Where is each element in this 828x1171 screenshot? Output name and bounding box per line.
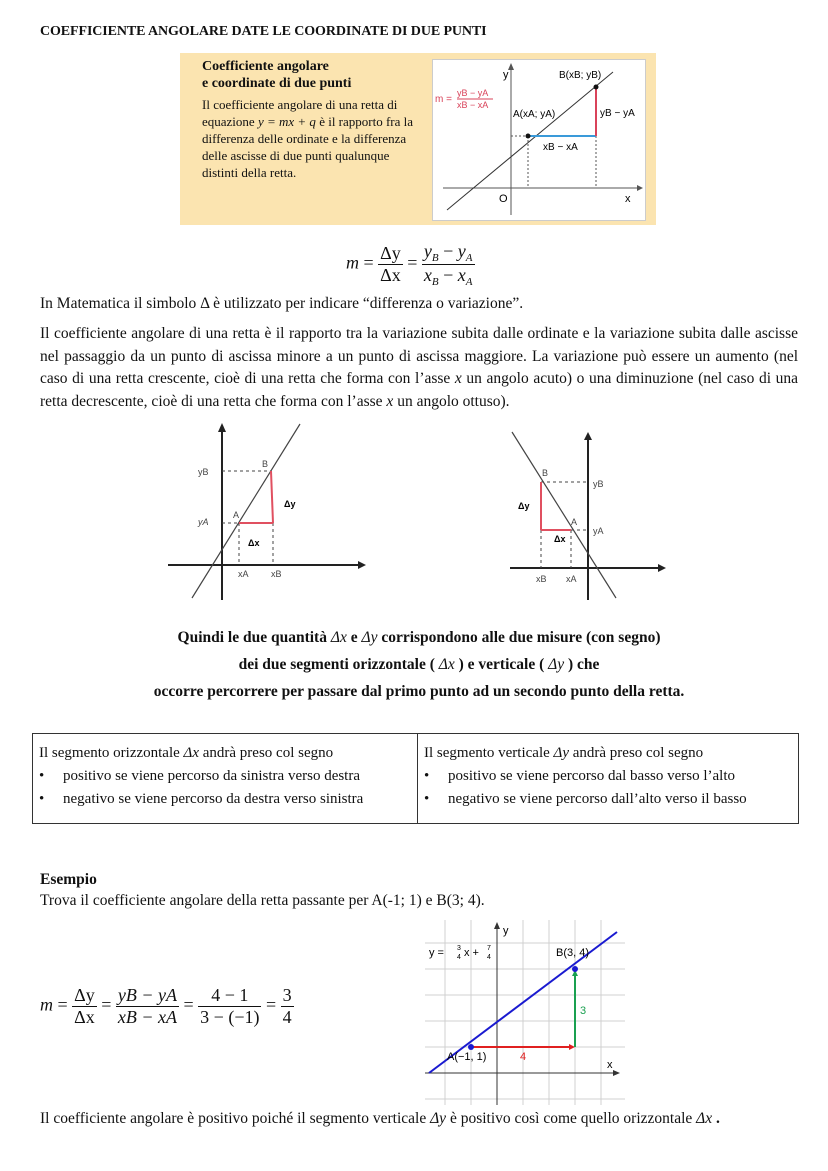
x-axis-arrow-icon xyxy=(613,1070,620,1076)
slope-explanation: Il coefficiente angolare di una retta è il rapporto tra la variazione subita dalle ordinate e la variazione subita dalle ascisse nel passaggio da un punto di ascissa minore a un punto di ascissa maggiore. La variazione può essere un aumento (nel caso di una retta crescente, cioè di una retta che forma con l’asse x un angolo acuto) o una diminuzione (nel caso di una retta decrescente, cioè di una retta che forma con l’asse x un angolo ottuso). xyxy=(40,325,798,410)
page-title: COEFFICIENTE ANGOLARE DATE LE COORDINATE DI DUE PUNTI xyxy=(40,24,487,39)
definition-body-b: è il rapporto fra la differenza delle ordinate e la differenza delle ascisse di due punti qualunque distinti della retta. xyxy=(202,114,414,180)
list-item: • positivo se viene percorso da sinistra verso destra xyxy=(39,768,361,784)
yb-label: yB xyxy=(198,467,209,477)
x-axis-arrow-icon xyxy=(637,185,643,191)
horizontal-rule-cell xyxy=(33,734,418,824)
delta-fraction xyxy=(378,243,403,286)
y-axis-arrow-icon xyxy=(584,432,592,440)
example-conclusion: Il coefficiente angolare è positivo poiché il segmento verticale Δy è positivo così come quello orizzontale Δx . xyxy=(40,1110,720,1127)
horizontal-rule-intro: Il segmento orizzontale Δx andrà preso col segno xyxy=(39,745,334,761)
coordinate-numerator: $y_B - y_A$ xyxy=(423,241,473,264)
delta-y: Δy xyxy=(380,243,401,263)
symbolic-fraction: $\frac{yB - yA}{xB - xA}$ xyxy=(117,985,178,1027)
x-axis-label: x xyxy=(607,1059,613,1071)
y-axis-label: y xyxy=(503,925,509,937)
dx-label: 4 xyxy=(520,1051,527,1063)
point-a-label: A xyxy=(233,510,240,520)
svg-text:7: 7 xyxy=(487,945,491,952)
coordinate-fraction xyxy=(422,241,475,288)
example-heading: Esempio xyxy=(40,871,97,888)
summary-line-3: occorre percorrere per passare dal primo punto ad un secondo punto della retta. xyxy=(153,683,685,700)
y-axis-arrow-icon xyxy=(508,63,514,70)
svg-text:4: 4 xyxy=(457,954,461,961)
coordinate-denominator: $x_B - x_A$ xyxy=(423,265,473,288)
delta-definition: In Matematica il simbolo Δ è utilizzato per indicare “differenza o variazione”. xyxy=(40,295,524,312)
yb-label: yB xyxy=(593,479,604,489)
point-a xyxy=(468,1044,474,1050)
svg-text:y =: y = xyxy=(429,947,444,959)
definition-heading-line2: e coordinate di due punti xyxy=(202,76,352,91)
point-a-label: A xyxy=(571,517,578,527)
xb-label: xB xyxy=(536,574,547,584)
slope-formula-m: m = xyxy=(435,94,452,105)
list-item: • negativo se viene percorso dall’alto verso il basso xyxy=(424,791,747,807)
summary-line-2: dei due segmenti orizzontale ( Δx ) e verticale ( Δy ) che xyxy=(238,656,600,673)
x-axis-arrow-icon xyxy=(358,561,366,569)
list-item: • negativo se viene percorso da destra verso sinistra xyxy=(39,791,364,807)
definition-graph xyxy=(432,59,646,221)
delta-y-label: Δy xyxy=(284,499,296,509)
definition-body-a: Il coefficiente angolare di una retta di equazione xyxy=(202,97,398,129)
line-equation: y = mx + q xyxy=(257,114,316,129)
vertical-rule-cell xyxy=(418,734,799,824)
delta-x: Δx xyxy=(380,265,401,285)
point-a xyxy=(526,134,531,139)
summary-line-1: Quindi le due quantità Δx e Δy corrispondono alle due misure (con segno) xyxy=(177,629,661,646)
horizontal-label: xB − xA xyxy=(543,142,578,153)
origin-label: O xyxy=(499,193,508,205)
numeric-fraction: $\frac{4 - 1}{3 - (-1)}$ xyxy=(200,985,260,1027)
svg-text:4: 4 xyxy=(487,954,491,961)
point-b xyxy=(572,966,578,972)
result-fraction: $\frac{3}{4}$ xyxy=(282,985,292,1027)
point-b xyxy=(594,85,599,90)
y-axis-arrow-icon xyxy=(494,922,500,929)
formula-m: m xyxy=(346,252,359,273)
svg-text:x +: x + xyxy=(464,947,479,959)
list-item: • positivo se viene percorso dal basso verso l’alto xyxy=(424,768,736,784)
delta-fraction: $\frac{\Delta y}{\Delta x}$ xyxy=(74,985,95,1027)
formula-eq: = xyxy=(363,252,374,273)
point-b-label: B xyxy=(542,468,549,478)
delta-y-segment xyxy=(271,471,273,523)
definition-graph-svg xyxy=(433,60,645,220)
y-axis-label: y xyxy=(503,69,509,81)
point-b-label: B xyxy=(262,459,269,469)
slope-formula xyxy=(346,241,475,288)
vertical-label: yB − yA xyxy=(600,108,635,119)
slope-formula-den: xB − xA xyxy=(457,100,489,110)
formula-eq-2: = xyxy=(407,252,418,273)
xb-label: xB xyxy=(271,569,282,579)
point-b-label: B(3, 4) xyxy=(556,947,590,959)
increasing-line-diagram xyxy=(160,420,370,605)
sign-rules-table xyxy=(32,733,799,824)
definition-heading-line1: Coefficiente angolare xyxy=(202,59,329,74)
x-axis-label: x xyxy=(625,193,631,205)
slope-formula-num: yB − yA xyxy=(457,88,489,98)
line-equation-label xyxy=(429,945,491,961)
delta-x-label: Δx xyxy=(248,538,260,548)
x-axis-arrow-icon xyxy=(658,564,666,572)
example-graph xyxy=(425,920,625,1105)
line-r xyxy=(512,432,616,598)
point-a-label: A(xA; yA) xyxy=(513,109,556,120)
example-formula: m = $\frac{\Delta y}{\Delta x}$ = $\frac{yB - yA}{xB - xA}$ = $\frac{4 - 1}{3 - (-1)}$ = $\frac{3}{4}$ xyxy=(40,985,292,1027)
delta-x-label: Δx xyxy=(554,534,566,544)
ya-label: yA xyxy=(198,517,209,527)
delta-y-label: Δy xyxy=(518,501,530,511)
vertical-rule-intro: Il segmento verticale Δy andrà preso col segno xyxy=(424,745,704,761)
example-question: Trova il coefficiente angolare della retta passante per A(-1; 1) e B(3; 4). xyxy=(40,892,485,909)
y-axis-arrow-icon xyxy=(218,423,226,432)
xa-label: xA xyxy=(238,569,249,579)
definition-text xyxy=(202,58,427,181)
point-b-label: B(xB; yB) xyxy=(559,70,602,81)
dy-label: 3 xyxy=(580,1005,587,1017)
decreasing-line-diagram xyxy=(500,420,670,605)
ya-label: yA xyxy=(593,526,604,536)
xa-label: xA xyxy=(566,574,577,584)
definition-heading xyxy=(202,58,427,92)
point-a-label: A(−1, 1) xyxy=(447,1051,487,1063)
svg-text:3: 3 xyxy=(457,945,461,952)
